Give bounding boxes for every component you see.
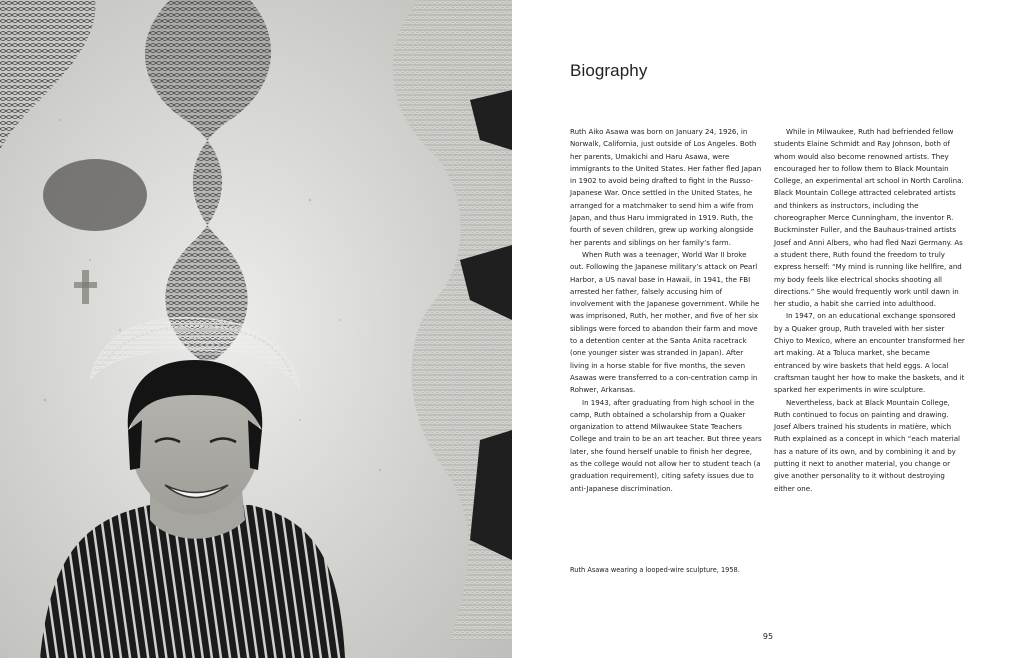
paragraph: In 1947, on an educational exchange sponsored by a Quaker group, Ruth traveled with her sister Chiyo to Mexico, where an encounter transformed her art making. At a Toluca market, she became entranced by wire baskets that held eggs. A local craftsman taught her how to make the baskets, and it sparked her experiments in wire sculpture. bbox=[774, 311, 965, 395]
paragraph: In 1943, after graduating from high school in the camp, Ruth obtained a scholarship from a Quaker organization to attend Milwaukee State Teachers College and train to be an art teacher. But three years later, she found herself unable to finish her degree, as the college would not allow her to student teach (a graduation requirement), citing safety issues due to anti-Japanese discrimination. bbox=[570, 397, 762, 493]
page-title: Biography bbox=[570, 61, 648, 80]
text-column-right bbox=[774, 126, 966, 495]
paragraph: Ruth Aiko Asawa was born on January 24, 1926, in Norwalk, California, just outside of Los Angeles. Both her parents, Umakichi and Haru Asawa, were immigrants to the United States. Her father fled Japan in 1902 to avoid being drafted to fight in the Russo-Japanese War. Once settled in the United States, he arranged for a matchmaker to send him a wife from Japan, and thus Haru immigrated in 1919. Ruth, the fourth of seven children, grew up working alongside her parents and siblings on her family’s farm. bbox=[570, 127, 762, 247]
paragraph: Nevertheless, back at Black Mountain College, Ruth continued to focus on painting and drawing. Josef Albers trained his students in matière, which Ruth explained as a concept in which “each material has a nature of its own, and by combining it and by putting it next to another material, you change or give another personality to it without destroying either one. bbox=[774, 397, 960, 493]
page-number: 95 bbox=[762, 632, 774, 641]
photo-caption: Ruth Asawa wearing a looped-wire sculpture, 1958. bbox=[570, 566, 740, 574]
text-column-left bbox=[570, 126, 762, 495]
paragraph: While in Milwaukee, Ruth had befriended fellow students Elaine Schmidt and Ray Johnson, both of whom would also become renowned artists. They encouraged her to follow them to Black Mountain College, an experimental art school in North Carolina. Black Mountain College attracted celebrated artists and thinkers as instructors, including the choreographer Merce Cunningham, the inventor R. Buckminster Fuller, and the Bauhaus-trained artists Josef and Anni Albers, who had fled Nazi Germany. As a student there, Ruth found the freedom to truly express herself: “My mind is running like hellfire, and my body feels like electrical shocks shooting all directions.” She would frequently work until dawn in her studio, a habit she carried into adulthood. bbox=[774, 127, 964, 309]
text-page bbox=[512, 0, 1024, 658]
paragraph: When Ruth was a teenager, World War II broke out. Following the Japanese military’s attack on Pearl Harbor, a US naval base in Hawaii, in 1941, the FBI arrested her father, falsely accusing him of involvement with the Japanese government. While he was imprisoned, Ruth, her mother, and five of her six siblings were forced to abandon their farm and move to a detention center at the Santa Anita racetrack (one younger sister was stranded in Japan). After living in a horse stable for five months, the seven Asawas were transferred to a con-centration camp in Rohwer, Arkansas. bbox=[570, 249, 760, 395]
